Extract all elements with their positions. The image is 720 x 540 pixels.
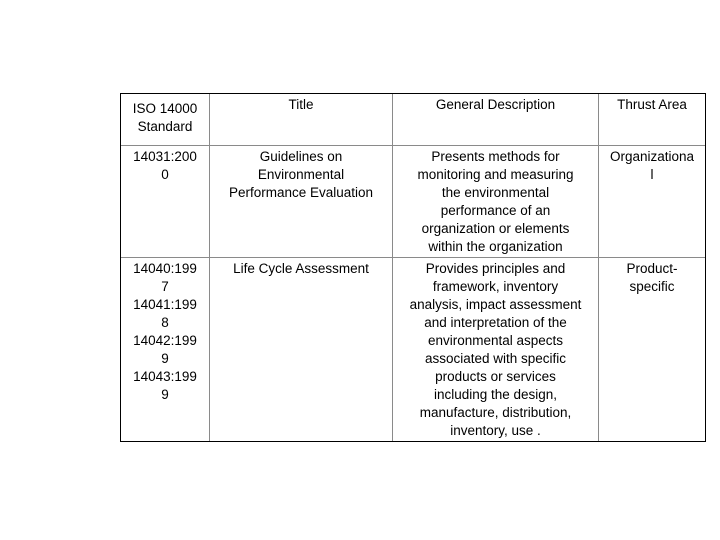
table-row xyxy=(121,258,706,442)
header-thrust-area: Thrust Area xyxy=(599,94,706,146)
description-line: analysis, impact assessment xyxy=(409,297,582,312)
description-line: within the organization xyxy=(428,239,563,254)
thrust-cell xyxy=(599,258,706,442)
title-cell xyxy=(210,146,393,258)
standard-line: 9 xyxy=(161,387,169,402)
table-header-row xyxy=(121,94,706,146)
description-line: and interpretation of the xyxy=(424,315,567,330)
description-line: including the design, xyxy=(433,387,558,402)
table-row xyxy=(121,146,706,258)
thrust-line: l xyxy=(650,167,654,182)
title-line: Environmental xyxy=(257,167,345,182)
standard-line: 9 xyxy=(161,351,169,366)
description-line: associated with specific xyxy=(424,351,567,366)
description-line: framework, inventory xyxy=(432,279,559,294)
description-line: Provides principles and xyxy=(425,261,566,276)
description-line: organization or elements xyxy=(421,221,570,236)
description-line: the environmental xyxy=(441,185,550,200)
description-line: inventory, use . xyxy=(450,423,541,438)
title-line: Guidelines on xyxy=(259,149,343,164)
title-cell xyxy=(210,258,393,442)
description-line: manufacture, distribution, xyxy=(419,405,572,420)
header-standard xyxy=(121,94,210,146)
header-description: General Description xyxy=(393,94,599,146)
standard-line: 14040:199 xyxy=(133,261,197,276)
thrust-cell xyxy=(599,146,706,258)
standard-line: 14042:199 xyxy=(133,333,197,348)
header-title: Title xyxy=(210,94,393,146)
description-line: Presents methods for xyxy=(431,149,560,164)
thrust-line: Organizationa xyxy=(609,149,695,164)
header-standard-line: ISO 14000 xyxy=(132,101,198,116)
description-line: monitoring and measuring xyxy=(417,167,574,182)
description-line: environmental aspects xyxy=(427,333,564,348)
standard-line: 14041:199 xyxy=(133,297,197,312)
title-line: Life Cycle Assessment xyxy=(233,261,369,276)
title-line: Performance Evaluation xyxy=(228,185,374,200)
thrust-line: Product- xyxy=(626,261,678,276)
standard-line: 14031:200 xyxy=(133,149,197,164)
standard-line: 14043:199 xyxy=(133,369,197,384)
description-line: performance of an xyxy=(440,203,551,218)
header-standard-line: Standard xyxy=(137,119,193,134)
standard-line: 8 xyxy=(161,315,169,330)
description-cell xyxy=(393,146,599,258)
iso-14000-table xyxy=(120,93,706,442)
standard-line: 0 xyxy=(161,167,169,182)
description-cell xyxy=(393,258,599,442)
description-line: products or services xyxy=(435,369,556,384)
thrust-line: specific xyxy=(629,279,675,294)
standard-cell xyxy=(121,258,210,442)
standard-cell xyxy=(121,146,210,258)
standard-line: 7 xyxy=(161,279,169,294)
